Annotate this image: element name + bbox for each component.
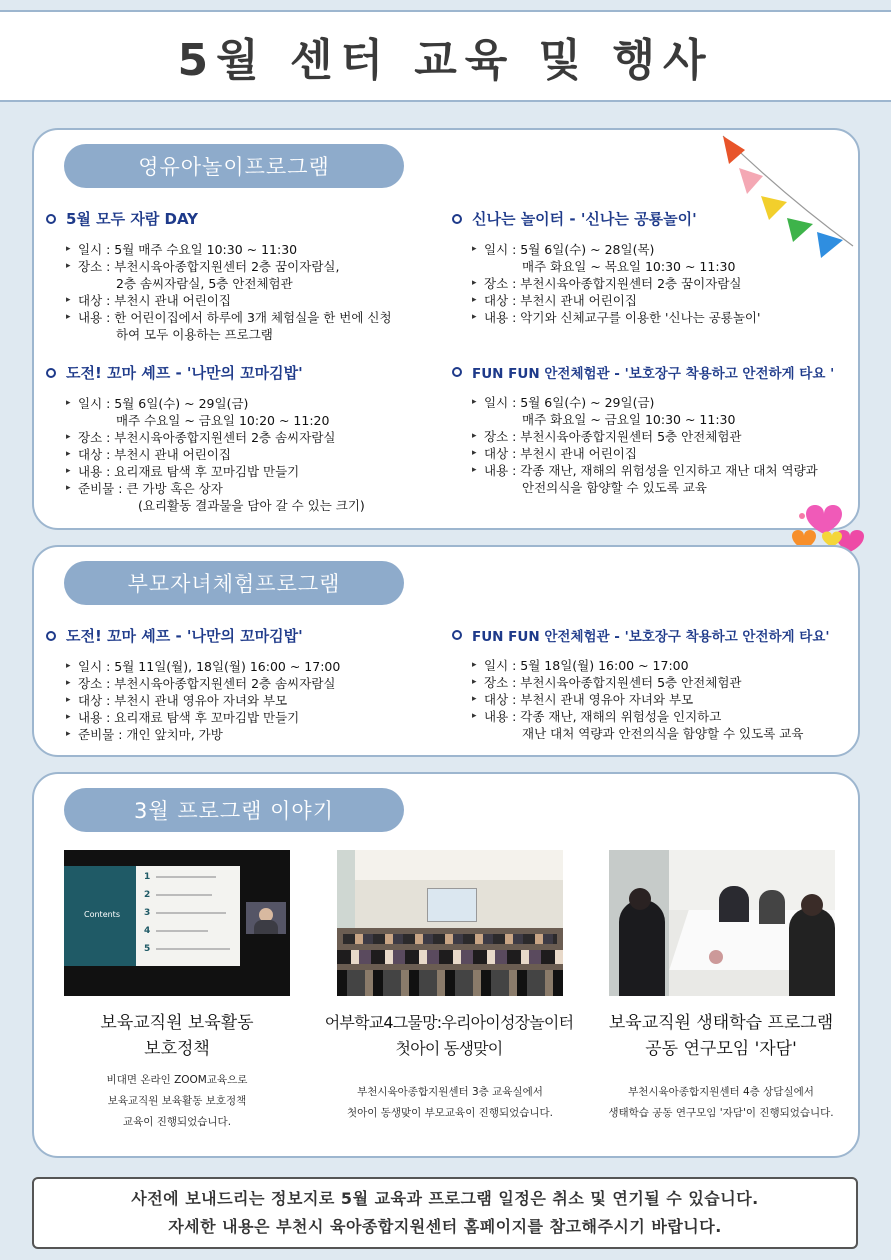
slide-item-number: 3 bbox=[144, 908, 151, 918]
detail-item: ▸ 준비물 : 큰 가방 혹은 상자 (요리활동 결과물을 담아 갈 수 있는 크기) bbox=[66, 480, 365, 514]
story-description: 부천시육아종합지원센터 3층 교육실에서 첫아이 동생맞이 부모교육이 진행되었습니다. bbox=[346, 1086, 554, 1119]
section-pill: 3월 프로그램 이야기 bbox=[64, 788, 404, 832]
detail-item: ▸ 대상 : 부천시 관내 어린이집 bbox=[472, 445, 834, 462]
story-description: 비대면 온라인 ZOOM교육으로 보육교직원 보육활동 보호정책 교육이 진행되었습니다. bbox=[106, 1074, 248, 1128]
detail-item: ▸ 일시 : 5월 6일(수) ~ 29일(금) 매주 화요일 ~ 금요일 10:30 ~ 11:30 bbox=[472, 394, 834, 428]
program-title: 신나는 놀이터 - '신나는 공룡놀이' bbox=[472, 210, 697, 228]
detail-item: ▸ 내용 : 각종 재난, 재해의 위험성을 인지하고 재난 대처 역량과 안전의식을 함양할 수 있도록 교육 bbox=[472, 462, 834, 496]
program-details bbox=[452, 241, 760, 326]
detail-item: ▸ 일시 : 5월 18일(월) 16:00 ~ 17:00 bbox=[472, 657, 830, 674]
title-band bbox=[0, 10, 891, 102]
program-heading bbox=[46, 208, 392, 229]
program-heading bbox=[46, 625, 340, 646]
story-title: 보육교직원 보육활동 보호정책 bbox=[100, 1013, 254, 1059]
zoom-session-photo bbox=[64, 850, 290, 996]
program-heading bbox=[452, 625, 830, 645]
detail-item: ▸ 준비물 : 개인 앞치마, 가방 bbox=[66, 726, 340, 743]
bunting-flags-icon bbox=[717, 128, 857, 258]
program-title: 도전! 꼬마 셰프 - '나만의 꼬마김밥' bbox=[66, 364, 303, 382]
program-title: 5월 모두 자람 DAY bbox=[66, 210, 199, 228]
section-pill: 영유아놀이프로그램 bbox=[64, 144, 404, 188]
program-heading bbox=[452, 362, 834, 382]
detail-item: ▸ 대상 : 부천시 관내 어린이집 bbox=[472, 292, 760, 309]
parent-education-photo bbox=[337, 850, 563, 996]
detail-item: ▸ 장소 : 부천시육아종합지원센터 2층 꿈이자람실, 2층 솜씨자람실, 5층 안전체험관 bbox=[66, 258, 392, 292]
circle-bullet-icon bbox=[46, 214, 56, 224]
detail-item: ▸ 일시 : 5월 11일(월), 18일(월) 16:00 ~ 17:00 bbox=[66, 658, 340, 675]
detail-item: ▸ 장소 : 부천시육아종합지원센터 2층 솜씨자람실 bbox=[66, 675, 340, 692]
detail-item: ▸ 대상 : 부천시 관내 어린이집 bbox=[66, 292, 392, 309]
slide-item-number: 5 bbox=[144, 944, 151, 954]
circle-bullet-icon bbox=[46, 368, 56, 378]
program-block bbox=[452, 625, 830, 742]
detail-item: ▸ 내용 : 각종 재난, 재해의 위험성을 인지하고 재난 대처 역량과 안전의식을 함양할 수 있도록 교육 bbox=[472, 708, 830, 742]
circle-bullet-icon bbox=[46, 631, 56, 641]
program-block bbox=[452, 362, 834, 496]
story-title: 보육교직원 생태학습 프로그램 공동 연구모임 '자담' bbox=[608, 1013, 834, 1059]
slide-item-number: 2 bbox=[144, 890, 151, 900]
slide-item-number: 4 bbox=[144, 926, 151, 936]
detail-item: ▸ 일시 : 5월 매주 수요일 10:30 ~ 11:30 bbox=[66, 241, 392, 258]
program-block bbox=[452, 208, 760, 326]
program-block bbox=[46, 625, 340, 743]
program-heading bbox=[452, 208, 760, 229]
program-heading bbox=[46, 362, 365, 383]
story-description: 부천시육아종합지원센터 4층 상담실에서 생태학습 공동 연구모임 '자담'이 진행되었습니다. bbox=[608, 1086, 834, 1119]
detail-item: ▸ 내용 : 요리재료 탐색 후 꼬마김밥 만들기 bbox=[66, 463, 365, 480]
story-title: 어부학교4그물망:우리아이성장놀이터 첫아이 동생맞이 bbox=[324, 1013, 574, 1058]
detail-item: ▸ 대상 : 부천시 관내 영유아 자녀와 부모 bbox=[472, 691, 830, 708]
slide-contents-label: Contents bbox=[84, 910, 120, 919]
detail-item: ▸ 내용 : 한 어린이집에서 하루에 3개 체험실을 한 번에 신청 하여 모두 이용하는 프로그램 bbox=[66, 309, 392, 343]
detail-item: ▸ 대상 : 부천시 관내 영유아 자녀와 부모 bbox=[66, 692, 340, 709]
detail-item: ▸ 장소 : 부천시육아종합지원센터 5층 안전체험관 bbox=[472, 674, 830, 691]
detail-item: ▸ 장소 : 부천시육아종합지원센터 5층 안전체험관 bbox=[472, 428, 834, 445]
study-group-photo bbox=[609, 850, 835, 996]
program-title: FUN FUN 안전체험관 - '보호장구 착용하고 안전하게 타요' bbox=[472, 629, 830, 645]
slide-item-number: 1 bbox=[144, 872, 151, 882]
notice-line: 사전에 보내드리는 정보지로 5월 교육과 프로그램 일정은 취소 및 연기될 수 있습니다. bbox=[131, 1189, 759, 1208]
detail-item: ▸ 일시 : 5월 6일(수) ~ 29일(금) 매주 수요일 ~ 금요일 10:20 ~ 11:20 bbox=[66, 395, 365, 429]
program-block bbox=[46, 208, 392, 343]
program-title: 도전! 꼬마 셰프 - '나만의 꼬마김밥' bbox=[66, 627, 303, 645]
notice-box bbox=[32, 1177, 858, 1249]
program-details bbox=[46, 658, 340, 743]
program-title: FUN FUN 안전체험관 - '보호장구 착용하고 안전하게 타요 ' bbox=[472, 366, 835, 382]
program-details bbox=[46, 241, 392, 343]
program-details bbox=[452, 394, 834, 496]
detail-item: ▸ 내용 : 요리재료 탐색 후 꼬마김밥 만들기 bbox=[66, 709, 340, 726]
page-title: 5월 센터 교육 및 행사 bbox=[177, 35, 714, 86]
program-block bbox=[46, 362, 365, 514]
circle-bullet-icon bbox=[452, 630, 462, 640]
parent-child-panel bbox=[32, 545, 860, 757]
circle-bullet-icon bbox=[452, 367, 462, 377]
program-details bbox=[452, 657, 830, 742]
section-pill: 부모자녀체험프로그램 bbox=[64, 561, 404, 605]
circle-bullet-icon bbox=[452, 214, 462, 224]
detail-item: ▸ 장소 : 부천시육아종합지원센터 2층 솜씨자람실 bbox=[66, 429, 365, 446]
notice-line: 자세한 내용은 부천시 육아종합지원센터 홈페이지를 참고해주시기 바랍니다. bbox=[168, 1217, 722, 1236]
detail-item: ▸ 장소 : 부천시육아종합지원센터 2층 꿈이자람실 bbox=[472, 275, 760, 292]
program-details bbox=[46, 395, 365, 514]
detail-item: ▸ 대상 : 부천시 관내 어린이집 bbox=[66, 446, 365, 463]
detail-item: ▸ 일시 : 5월 6일(수) ~ 28일(목) 매주 화요일 ~ 목요일 10:30 ~ 11:30 bbox=[472, 241, 760, 275]
detail-item: ▸ 내용 : 악기와 신체교구를 이용한 '신나는 공룡놀이' bbox=[472, 309, 760, 326]
